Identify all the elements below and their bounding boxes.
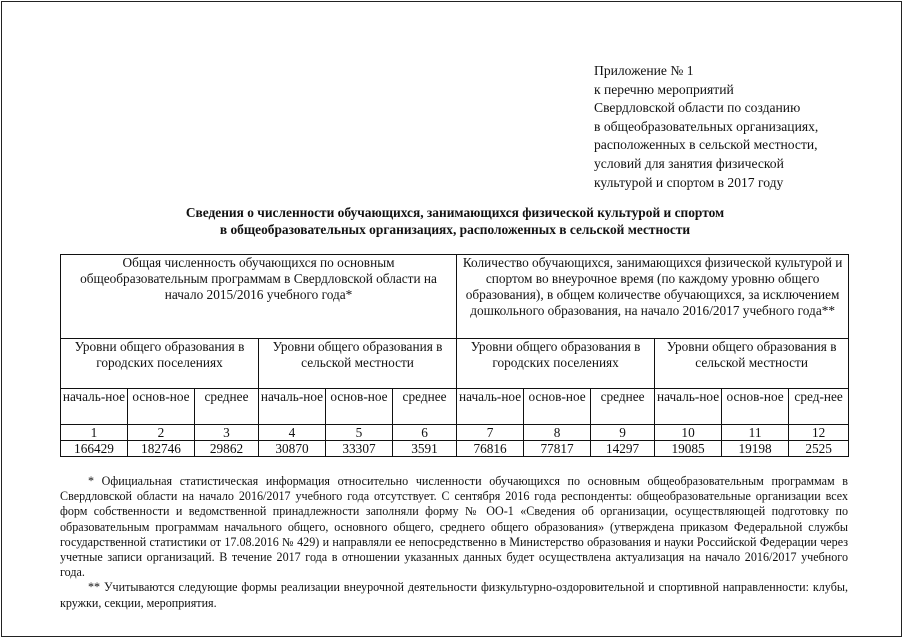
data-cell: 19198 (722, 441, 789, 457)
level-header: Уровни общего образования в сельской местности (259, 339, 457, 389)
sub-header: основ-ное (326, 389, 393, 425)
title-line-2: в общеобразовательных организациях, расположенных в сельской местности (219, 221, 691, 237)
sub-header: сред-нее (789, 389, 849, 425)
data-cell: 14297 (591, 441, 655, 457)
data-cell: 166429 (61, 441, 128, 457)
column-number: 2 (128, 425, 195, 441)
column-number: 7 (457, 425, 524, 441)
column-number: 3 (195, 425, 259, 441)
footnote-1: * Официальная статистическая информация относительно численности обучающихся по основным общеобразовательным программам в Свердловской области на начало 2016/2017 учебного года отсутствует. С сентября 2016 года респонденты: общеобразовательные организации всех форм собственности и ведомственной принадлежности заполняли форму № ОО-1 «Сведения об организации, осуществляющей подготовку по образовательным программам начального общего, основного общего, среднего общего образования» (утверждена приказом Федеральной службы государственной статистики от 17.08.2016 № 429) и направляли ее непосредственно в Министерство образования и науки Российской Федерации через учетные записи организаций. В течение 2017 года в отношении указанных данных будет осуществлена актуализация на начало 2016/2017 учебного года. (60, 474, 848, 580)
data-cell: 33307 (326, 441, 393, 457)
sub-header: основ-ное (128, 389, 195, 425)
column-number: 8 (524, 425, 591, 441)
annex-line: к перечню мероприятий (594, 81, 734, 97)
column-number: 9 (591, 425, 655, 441)
sub-header: началь-ное (457, 389, 524, 425)
data-cell: 19085 (655, 441, 722, 457)
sub-header: началь-ное (655, 389, 722, 425)
data-cell: 2525 (789, 441, 849, 457)
annex-line: расположенных в сельской местности, (594, 137, 818, 153)
sub-header: среднее (591, 389, 655, 425)
data-cell: 3591 (393, 441, 457, 457)
column-number: 12 (789, 425, 849, 441)
column-number: 1 (61, 425, 128, 441)
column-number: 5 (326, 425, 393, 441)
annex-line: Приложение № 1 (594, 63, 694, 78)
data-cell: 182746 (128, 441, 195, 457)
annex-line: Свердловской области по созданию (594, 100, 801, 116)
footnote-2: ** Учитываются следующие формы реализации внеурочной деятельности физкультурно-оздоровительной и спортивной направленности: клубы, кружки, секции, мероприятия. (60, 580, 848, 610)
title-line-1: Сведения о численности обучающихся, занимающихся физической культурой и спортом (185, 205, 725, 220)
column-number: 4 (259, 425, 326, 441)
column-number: 11 (722, 425, 789, 441)
sub-header: среднее (393, 389, 457, 425)
level-header: Уровни общего образования в городских поселениях (457, 339, 655, 389)
group-header-total: Общая численность обучающихся по основным общеобразовательным программам в Свердловской области на начало 2015/2016 учебного года* (61, 255, 457, 339)
group-header-sport: Количество обучающихся, занимающихся физической культурой и спортом во внеурочное время (по каждому уровню общего образования), в общем количестве обучающихся, за исключением дошкольного образования, на начало 2016/2017 учебного года** (457, 255, 849, 339)
sub-header: основ-ное (524, 389, 591, 425)
footnotes (60, 474, 848, 611)
data-cell: 76816 (457, 441, 524, 457)
sub-header: среднее (195, 389, 259, 425)
annex-header (594, 62, 894, 192)
column-number: 10 (655, 425, 722, 441)
annex-line: условий для занятия физической (594, 155, 784, 171)
statistics-table (60, 254, 849, 457)
sub-header: началь-ное (61, 389, 128, 425)
column-number: 6 (393, 425, 457, 441)
data-cell: 30870 (259, 441, 326, 457)
level-header: Уровни общего образования в городских поселениях (61, 339, 259, 389)
annex-line: в общеобразовательных организациях, (594, 118, 819, 134)
annex-line: культурой и спортом в 2017 году (594, 174, 784, 190)
sub-header: основ-ное (722, 389, 789, 425)
document-title (60, 205, 850, 238)
sub-header: началь-ное (259, 389, 326, 425)
data-cell: 29862 (195, 441, 259, 457)
data-cell: 77817 (524, 441, 591, 457)
level-header: Уровни общего образования в сельской местности (655, 339, 849, 389)
